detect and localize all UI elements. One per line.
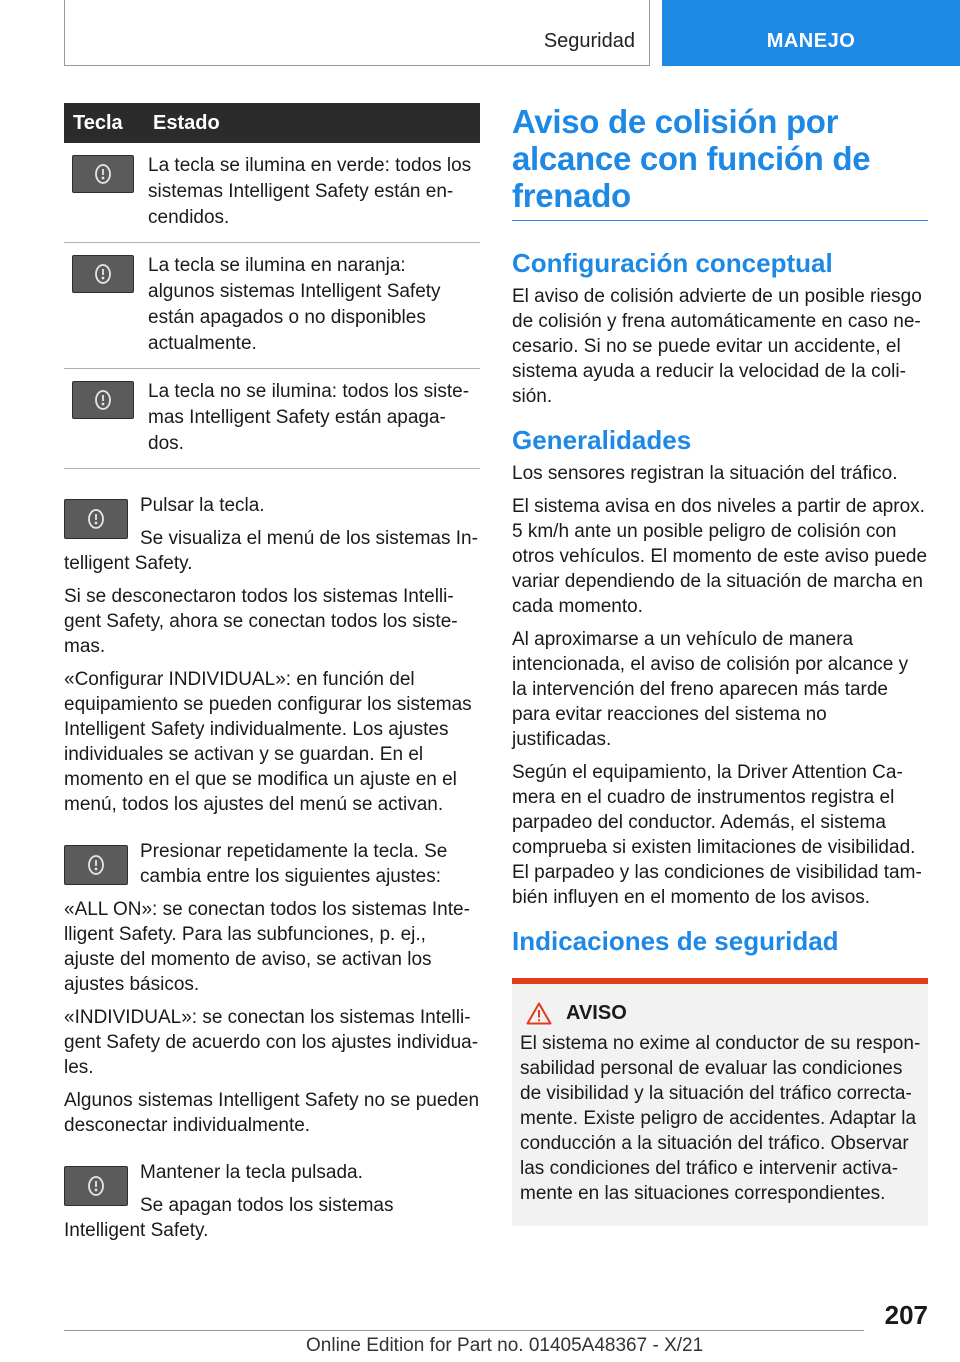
warning-header: [520, 1002, 922, 1025]
step-repeat-press: [64, 839, 480, 889]
footer-edition: Online Edition for Part no. 01405A48367 - X/21: [306, 1335, 704, 1356]
safety-key-icon: [72, 381, 134, 419]
paragraph: Al aproximarse a un vehículo de manera intencionada, el aviso de colisión por alcance y la intervención del freno aparecen más tarde para evitar reacciones del sistema no justificadas.: [512, 629, 909, 750]
footer-divider: [64, 1330, 864, 1331]
heading-general: Generalidades: [512, 425, 692, 455]
table-row-text: La tecla se ilumina en verde: todos los sistemas Intelligent Safety están encendidos.: [144, 143, 480, 243]
section-title: Aviso de colisión por alcance con función de frenado: [512, 103, 928, 221]
heading-concept: Configuración conceptual: [512, 248, 833, 278]
warning-triangle-icon: [526, 1002, 552, 1025]
safety-key-icon: [64, 499, 128, 539]
step-hold-key: [64, 1160, 480, 1243]
step-text: Pulsar la tecla.: [140, 495, 265, 516]
table-row-text: La tecla se ilumina en naranja: algunos sistemas Intelligent Safety están apagados o no disponibles actualmente.: [144, 243, 480, 369]
safety-key-icon: [72, 255, 134, 293]
safety-key-icon: [64, 1166, 128, 1206]
header-section-title: Seguridad: [543, 30, 635, 52]
paragraph: «ALL ON»: se conectan todos los sistemas Intelligent Safety. Para las subfunciones, p. ej., ajuste del momento de aviso, se activan los ajustes básicos.: [64, 899, 470, 995]
safety-key-icon: [64, 845, 128, 885]
paragraph: Algunos sistemas Intelligent Safety no se pueden desconectar individualmente.: [64, 1090, 480, 1136]
paragraph: El sistema avisa en dos niveles a partir de aprox. 5 km/h ante un posible peligro de colisión con otros vehículos. El momento de este aviso puede variar dependiendo de la situación de marcha en cada momento.: [512, 496, 928, 617]
right-column: [512, 103, 928, 1226]
left-column: [64, 103, 480, 1251]
key-state-table: [64, 103, 480, 469]
table-row: [64, 143, 480, 243]
step-text: Se visualiza el menú de los sistemas Intelligent Safety.: [64, 528, 478, 574]
table-header-key: Tecla: [64, 103, 144, 143]
heading-safety: Indicaciones de seguridad: [512, 926, 839, 956]
step-text: Presionar repetidamente la tecla. Se cambia entre los siguientes ajustes:: [140, 841, 448, 887]
table-row-text: La tecla no se ilumina: todos los sistemas Intelligent Safety están apagados.: [144, 369, 480, 469]
table-header-state: Estado: [144, 103, 480, 143]
paragraph: El aviso de colisión advierte de un posible riesgo de colisión y frena automáticamente en caso necesario. Si no se puede evitar un accidente, el sistema ayuda a reducir la velocidad de la colisión.: [512, 286, 922, 407]
warning-text: El sistema no exime al conductor de su responsabilidad personal de evaluar las condiciones de visibilidad y la situación del tráfico correctamente. Existe peligro de accidentes. Adaptar la conducción a la situación del tráfico. Observar las condiciones del tráfico e intervenir activamente en las situaciones correspondientes.: [520, 1033, 921, 1204]
paragraph: Los sensores registran la situación del tráfico.: [512, 463, 898, 484]
page-number: 207: [884, 1300, 928, 1330]
safety-key-icon: [72, 155, 134, 193]
warning-box: [512, 978, 928, 1226]
step-text: Mantener la tecla pulsada.: [140, 1162, 363, 1183]
paragraph: «INDIVIDUAL»: se conectan los sistemas Intelligent Safety de acuerdo con los ajustes individuales.: [64, 1007, 479, 1078]
step-text: Se apagan todos los sistemas Intelligent Safety.: [64, 1195, 394, 1241]
header-chapter-label: MANEJO: [766, 30, 856, 52]
paragraph: «Configurar INDIVIDUAL»: en función del equipamiento se pueden configurar los sistemas Intelligent Safety individualmente. Los ajustes individuales se activan y se guardan. En el momento en el que se modifica un ajuste en el menú, todos los ajustes del menú se activan.: [64, 669, 472, 815]
paragraph: Según el equipamiento, la Driver Attention Camera en el cuadro de instrumentos registra el parpadeo del conductor. Además, el sistema comprueba si existen limitaciones de visibilidad. El parpadeo y las condiciones de visibilidad también influyen en el momento de los avisos.: [512, 762, 922, 908]
paragraph: Si se desconectaron todos los sistemas Intelligent Safety, ahora se conectan todos los sistemas.: [64, 586, 458, 657]
table-row: [64, 243, 480, 369]
step-press-key: [64, 493, 480, 576]
table-header-row: [64, 103, 480, 143]
header-chapter-tab[interactable]: [662, 0, 960, 66]
header-section-box: [64, 0, 650, 66]
table-row: [64, 369, 480, 469]
warning-title: AVISO: [566, 1002, 627, 1024]
